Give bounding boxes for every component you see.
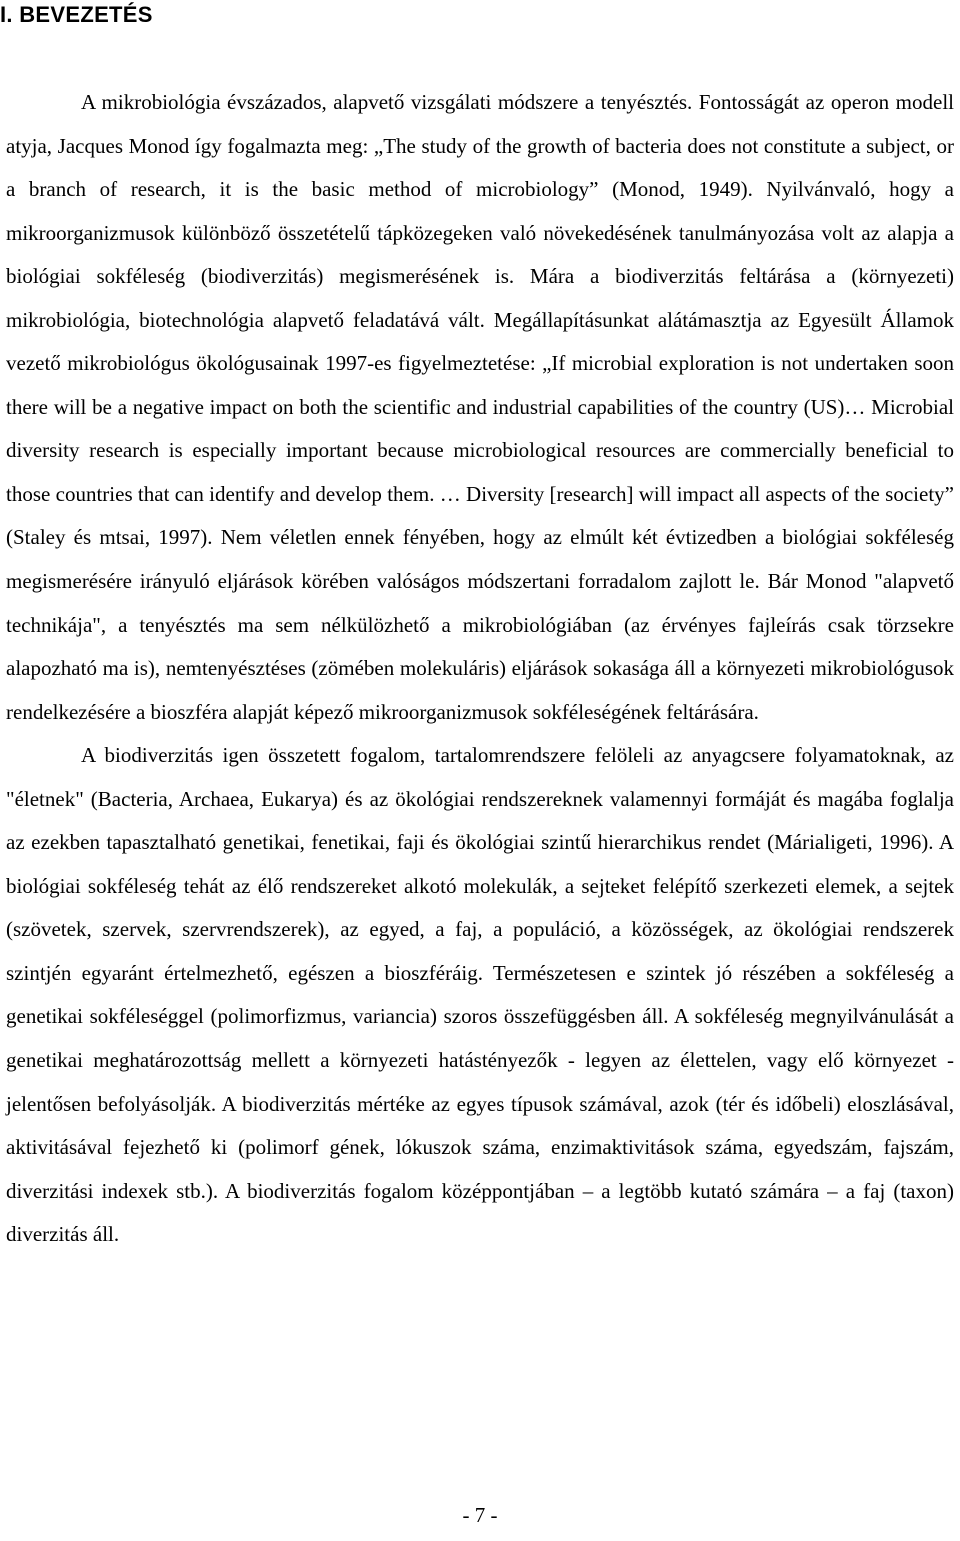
paragraph-2: A biodiverzitás igen összetett fogalom, tartalomrendszere felöleli az anyagcsere folyamatoknak, az "életnek" (Bacteria, Archaea, Eukarya) és az ökológiai rendszereknek valamennyi formáját és magába foglalja az ezekben tapasztalható genetikai, fenetikai, faji és ökológiai szintű hierarchikus rendet (Márialigeti, 1996). A biológiai sokféleség tehát az élő rendszereket alkotó molekulák, a sejteket felépítő szerkezeti elemek, a sejtek (szövetek, szervek, szervrendszerek), az egyed, a faj, a populáció, a közösségek, az ökológiai rendszerek szintjén egyaránt értelmezhető, egészen a bioszféráig. Természetesen e szintek jó részében a sokféleség a genetikai sokféleséggel (polimorfizmus, variancia) szoros összefüggésben áll. A sokféleség megnyilvánulását a genetikai meghatározottság mellett a környezeti hatástényezők - legyen az élettelen, vagy elő környezet - jelentősen befolyásolják. A biodiverzitás mértéke az egyes típusok számával, azok (tér és időbeli) eloszlásával, aktivitásával fejezhető ki (polimorf gének, lókuszok száma, enzimaktivitások száma, egyedszám, fajszám, diverzitási indexek stb.). A biodiverzitás fogalom középpontjában – a legtöbb kutató számára – a faj (taxon) diverzitás áll. [6,743,954,1247]
paragraph-1: A mikrobiológia évszázados, alapvető vizsgálati módszere a tenyésztés. Fontosságát az operon modell atyja, Jacques Monod így fogalmazta meg: „The study of the growth of bacteria does not constitute a subject, or a branch of research, it is the basic method of microbiology” (Monod, 1949). Nyilvánvaló, hogy a mikroorganizmusok különböző összetételű tápközegeken való növekedésének tanulmányozása volt az alapja a biológiai sokféleség (biodiverzitás) megismerésének is. Mára a biodiverzitás feltárása a (környezeti) mikrobiológia, biotechnológia alapvető feladatává vált. Megállapításunkat alátámasztja az Egyesült Államok vezető mikrobiológus ökológusainak 1997-es figyelmeztetése: „If microbial exploration is not undertaken soon there will be a negative impact on both the scientific and industrial capabilities of the country (US)… Microbial diversity research is especially important because microbiological resources are commercially beneficial to those countries that can identify and develop them. … Diversity [research] will impact all aspects of the society” (Staley és mtsai, 1997). Nem véletlen ennek fényében, hogy az elmúlt két évtizedben a biológiai sokféleség megismerésére irányuló eljárások körében valóságos módszertani forradalom zajlott le. Bár Monod "alapvető technikája", a tenyésztés ma sem nélkülözhető a mikrobiológiában (az érvényes fajleírás csak törzsekre alapozható ma is), nemtenyésztéses (zömében molekuláris) eljárások sokasága áll a környezeti mikrobiológusok rendelkezésére a bioszféra alapját képező mikroorganizmusok sokféleségének feltárására. [6,90,954,724]
body-text [6,81,954,1257]
page-number: - 7 - [462,1503,498,1527]
section-heading: I. BEVEZETÉS [0,2,153,27]
